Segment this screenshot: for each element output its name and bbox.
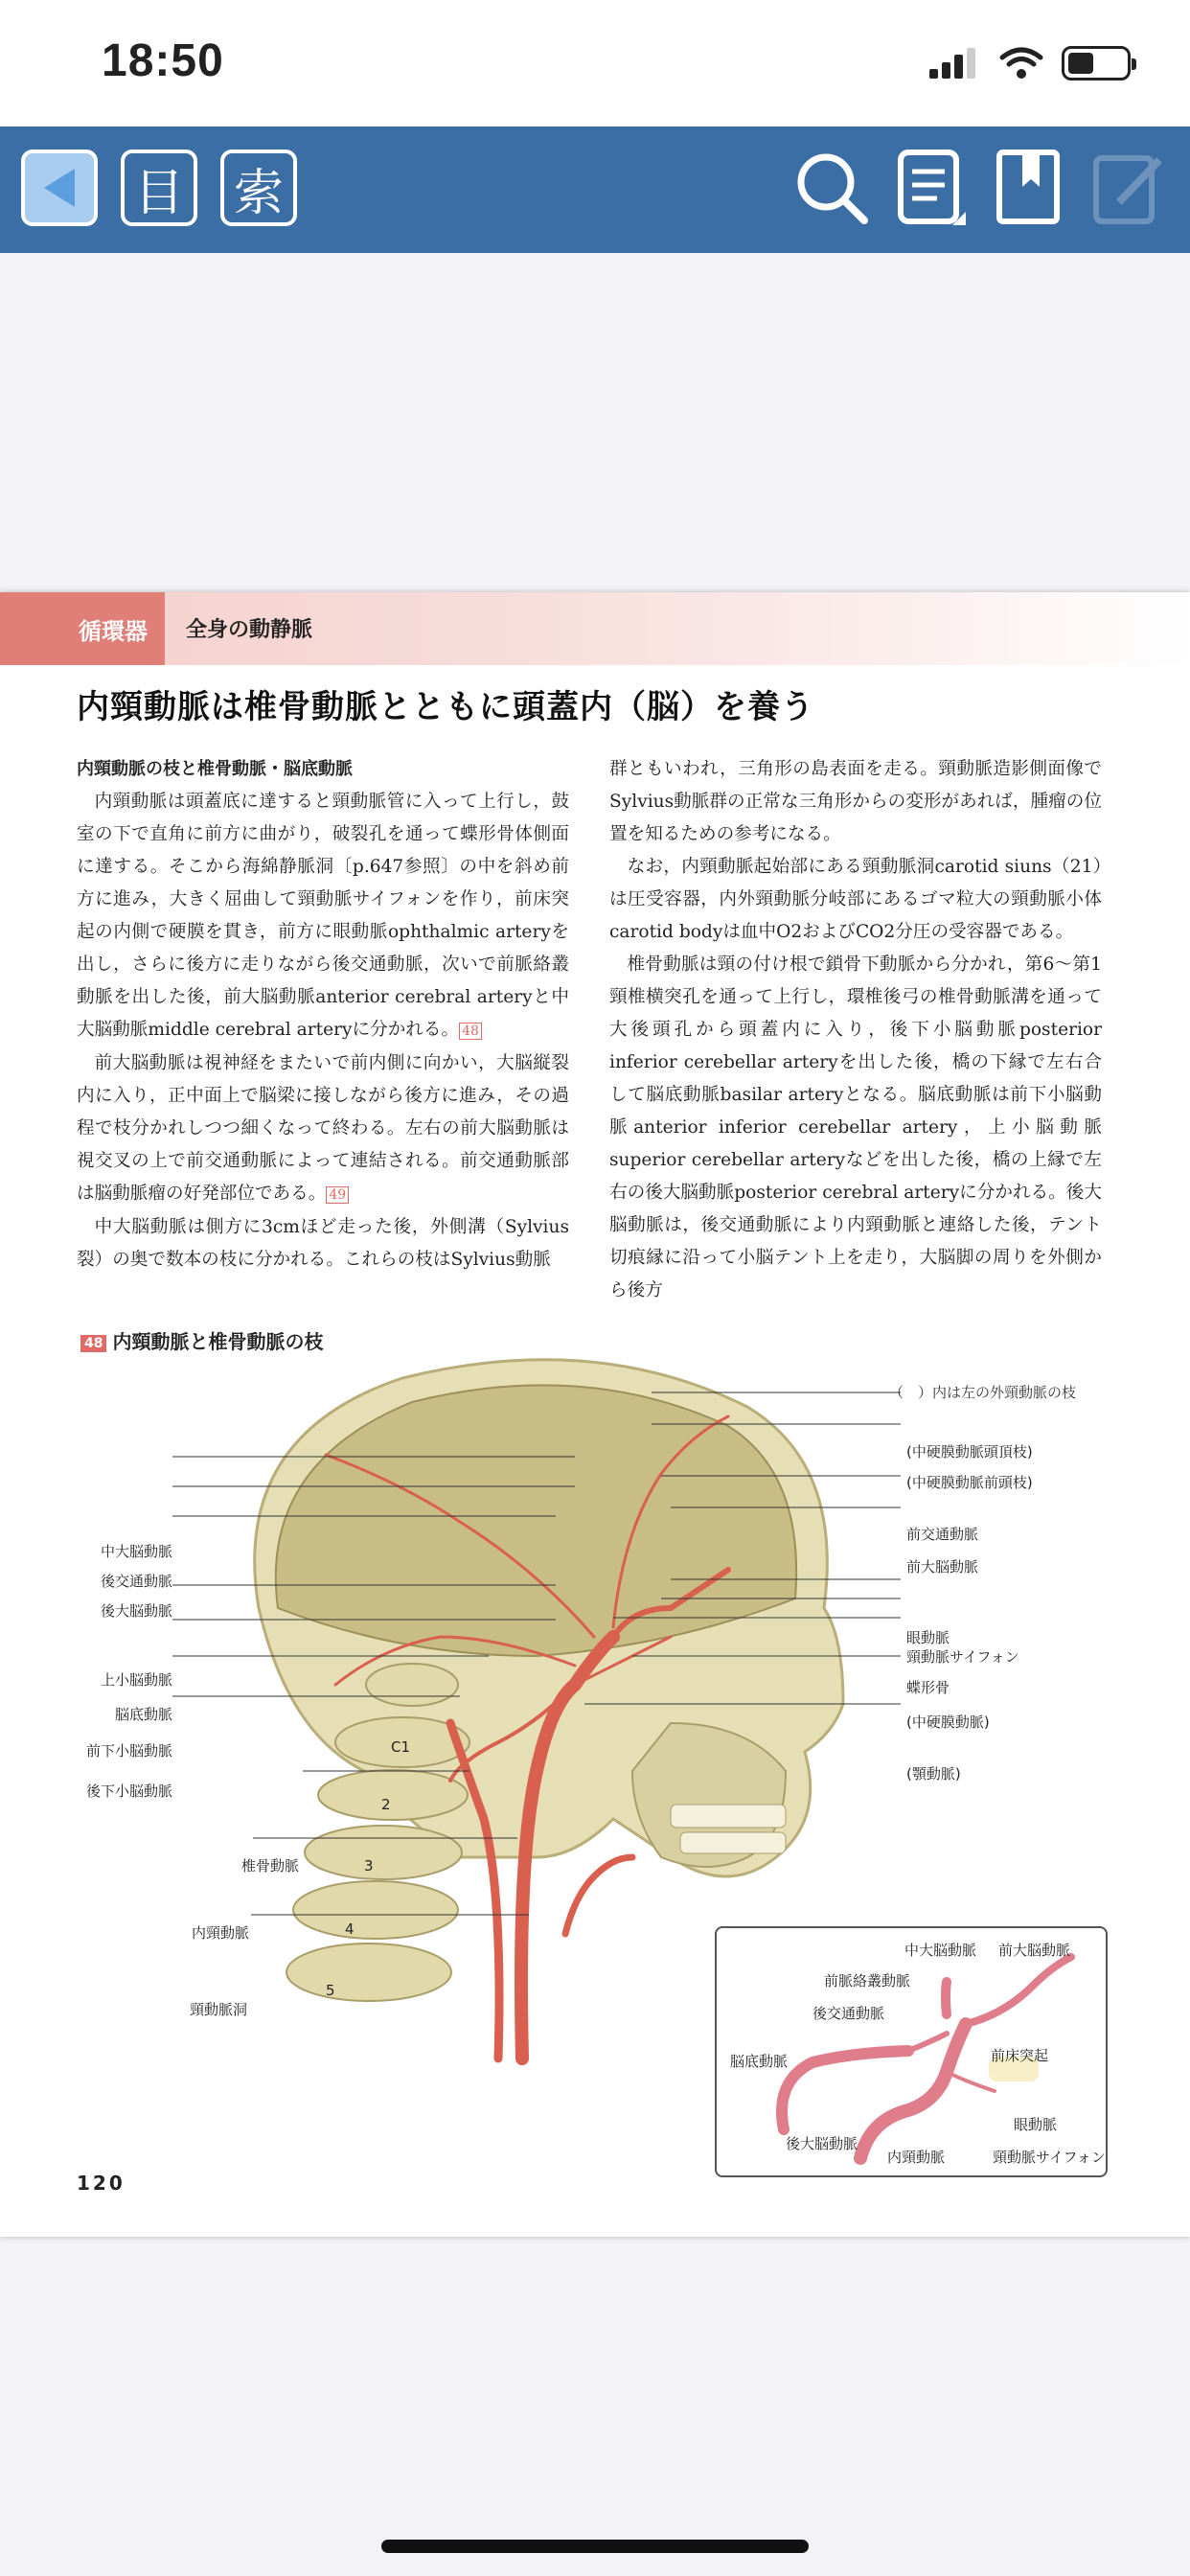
figure-ref-48[interactable]: 48: [459, 1023, 482, 1040]
inset-label-anterior-clinoid: 前床突起: [991, 2047, 1049, 2064]
section-name: 全身の動静脈: [186, 618, 313, 642]
bookmark-icon: [994, 149, 1064, 227]
figure-title-text: 内頸動脈と椎骨動脈の枝: [112, 1330, 324, 1353]
status-time: 18:50: [102, 35, 224, 86]
right-column: [609, 753, 1102, 1307]
notes-icon: [895, 149, 968, 227]
label-posterior-communicating: 後交通動脈: [100, 1573, 172, 1590]
category-tag: 循環器: [0, 592, 165, 665]
left-column: [77, 753, 569, 1276]
back-button[interactable]: [21, 150, 98, 226]
left-paragraph-1: [77, 786, 569, 1047]
label-anterior-cerebral: 前大脳動脈: [906, 1558, 979, 1576]
left-paragraph-1-text: 内頸動脈は頭蓋底に達すると頸動脈管に入って上行し，鼓室の下で直角に前方に曲がり，破裂孔を通って蝶形骨体側面に達する。そこから海綿静脈洞〔p.647参照〕の中を斜め前方に進み，大きく屈曲して頸動脈サイフォンを作り，前床突起の内側で硬膜を貫き，前方に眼動脈ophthalmic arteryを出し，さらに後方に走りながら後交通動脈，次いで前脈絡叢動脈を出した後，前大脳動脈anterior cerebral arteryと中大脳動脈middle cerebral arteryに分かれる。: [77, 792, 569, 1040]
section-band: [0, 592, 1190, 665]
label-middle-cerebral: 中大脳動脈: [100, 1543, 172, 1560]
vertebra-4: 4: [345, 1920, 355, 1938]
bookmark-button[interactable]: [989, 148, 1069, 228]
inset-label-mca: 中大脳動脈: [904, 1942, 977, 1959]
inset-label-siphon: 頸動脈サイフォン: [993, 2149, 1106, 2166]
edit-icon: [1090, 149, 1167, 227]
inset-label-ica: 内頸動脈: [887, 2149, 946, 2166]
vertebra-3: 3: [364, 1857, 374, 1874]
right-paragraph-0: 群ともいわれ，三角形の島表面を走る。頸動脈造影側面像でSylvius動脈群の正常な三角形からの変形があれば，腫瘤の位置を知るための参考になる。: [609, 759, 1102, 844]
label-mma: (中硬膜動脈): [906, 1714, 990, 1731]
vertebra-2: 2: [381, 1796, 391, 1813]
label-carotid-siphon: 頸動脈サイフォン: [906, 1648, 1019, 1666]
figure-note: （ ）内は左の外頸動脈の枝: [889, 1384, 1077, 1401]
label-internal-carotid: 内頸動脈: [191, 1924, 249, 1942]
edit-button[interactable]: [1088, 148, 1169, 228]
label-aica: 前下小脳動脈: [85, 1742, 172, 1760]
wifi-icon: [998, 46, 1044, 80]
label-posterior-cerebral: 後大脳動脈: [100, 1602, 172, 1620]
right-paragraph-1: なお，内頸動脈起始部にある頸動脈洞carotid siuns（21）は圧受容器，内外頸動脈分岐部にあるゴマ粒大の頸動脈小体carotid bodyは血中O2およびCO2分圧の受容器である。: [609, 857, 1102, 942]
search-button[interactable]: [791, 148, 872, 228]
reader-toolbar: [0, 126, 1190, 253]
label-maxillary: (顎動脈): [906, 1765, 961, 1782]
battery-icon: [1062, 46, 1131, 80]
inset-diagram: [715, 1926, 1108, 2177]
right-paragraph-2: 椎骨動脈は頸の付け根で鎖骨下動脈から分かれ，第6〜第1頸椎横突孔を通って上行し，環椎後弓の椎骨動脈溝を通って大後頭孔から頭蓋内に入り，後下小脳動脈posterior inferior cerebellar arteryを出した後，橋の下縁で左右合して脳底動脈basilar arteryとなる。脳底動脈は前下小脳動脈anterior inferior cerebellar artery，上小脳動脈superior cerebellar arteryなどを出した後，橋の上縁で左右の後大脳動脈posterior cerebral arteryに分かれる。後大脳動脈は，後交通動脈により内頸動脈と連絡した後，テント切痕縁に沿って小脳テント上を走り，大脳脚の周りを外側から後方: [609, 954, 1102, 1300]
label-sphenoid: 蝶形骨: [906, 1679, 950, 1696]
signal-icon: [927, 46, 981, 80]
label-ophthalmic: 眼動脈: [906, 1629, 950, 1646]
label-mma-parietal: (中硬膜動脈頭頂枝): [906, 1443, 1033, 1460]
status-bar: [0, 0, 1190, 126]
status-icons: [927, 46, 1131, 80]
label-pica: 後下小脳動脈: [85, 1782, 172, 1800]
inset-label-anterior-choroidal: 前脈絡叢動脈: [824, 1972, 911, 1990]
back-triangle-icon: [40, 167, 79, 209]
vertebra-5: 5: [326, 1982, 335, 1999]
figure-ref-49[interactable]: 49: [326, 1186, 349, 1204]
inset-label-aca: 前大脳動脈: [998, 1942, 1071, 1959]
toc-button[interactable]: 目: [121, 150, 197, 226]
label-anterior-communicating: 前交通動脈: [906, 1526, 979, 1543]
vertebra-c1: C1: [391, 1738, 411, 1756]
inset-label-pcom: 後交通動脈: [812, 2005, 885, 2022]
left-paragraph-3: 中大脳動脈は側方に3cmほど走った後，外側溝（Sylvius裂）の奥で数本の枝に分かれる。これらの枝はSylvius動脈: [77, 1217, 569, 1270]
index-button[interactable]: 索: [220, 150, 297, 226]
label-carotid-sinus: 頸動脈洞: [189, 2001, 247, 2018]
home-indicator[interactable]: [381, 2540, 809, 2553]
page-title: 内頸動脈は椎骨動脈とともに頭蓋内（脳）を養う: [77, 688, 814, 726]
label-basilar: 脳底動脈: [114, 1706, 172, 1723]
inset-label-ophthalmic: 眼動脈: [1014, 2116, 1058, 2133]
label-mma-frontal: (中硬膜動脈前頭枝): [906, 1474, 1033, 1491]
figure-number: 48: [80, 1335, 106, 1352]
search-icon: [793, 150, 870, 226]
left-paragraph-2-text: 前大脳動脈は視神経をまたいで前内側に向かい，大脳縦裂内に入り，正中面上で脳梁に接しながら後方に進み，その過程で枝分かれしつつ細くなって終わる。左右の前大脳動脈は視交叉の上で前交通動脈によって連結される。前交通動脈部は脳動脈瘤の好発部位である。: [77, 1053, 569, 1204]
label-superior-cerebellar: 上小脳動脈: [100, 1671, 172, 1689]
left-paragraph-2: [77, 1047, 569, 1211]
left-heading: 内頸動脈の枝と椎骨動脈・脳底動脈: [77, 759, 353, 779]
page-number: 120: [77, 2172, 126, 2195]
label-vertebral: 椎骨動脈: [240, 1857, 299, 1874]
notes-button[interactable]: [891, 148, 972, 228]
inset-label-basilar: 脳底動脈: [730, 2053, 789, 2070]
book-page: [0, 592, 1190, 2237]
inset-label-pca: 後大脳動脈: [786, 2135, 858, 2152]
